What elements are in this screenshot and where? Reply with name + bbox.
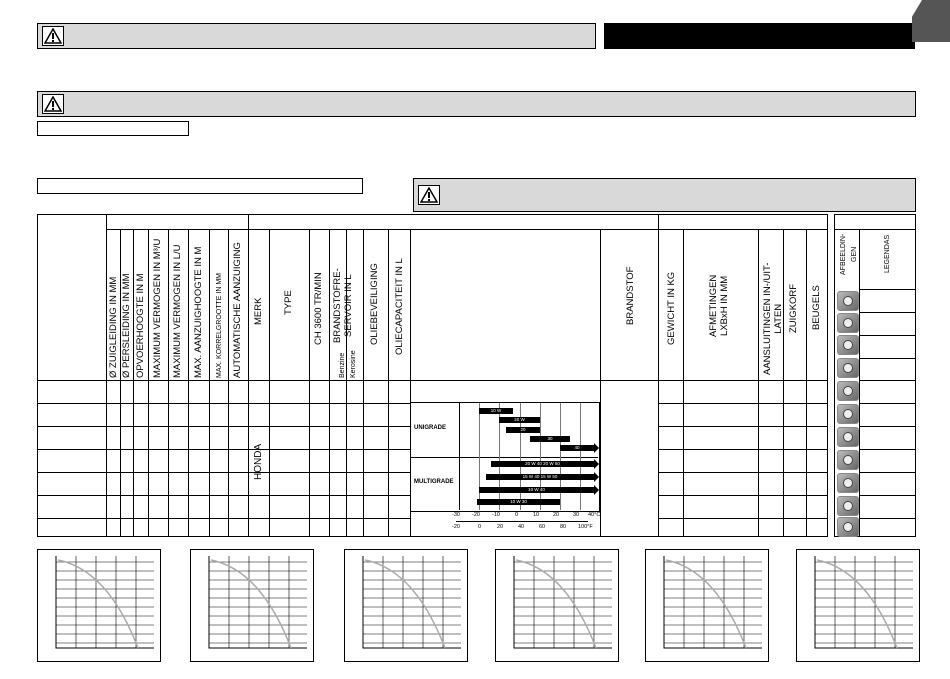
tap-icon	[837, 381, 859, 401]
warning-triangle-icon	[42, 26, 64, 46]
oil-bar-40: 40	[560, 445, 594, 451]
oil-bar-10w: 10 W	[479, 408, 513, 414]
legend-panel	[834, 214, 916, 537]
arrow-icon	[837, 473, 859, 493]
pump-image-2-icon	[837, 313, 859, 333]
hose-icon	[837, 517, 859, 537]
header-dimensions: AFMETINGEN LXBxH IN MM	[708, 274, 730, 337]
header-max-grain: MAX. KORRELGROOTTE IN MM	[216, 272, 223, 378]
subtitle-box	[37, 121, 189, 136]
header-fuel-tank: BRANDSTOFRE- SERVOIR IN L	[332, 268, 354, 343]
oil-chart-celsius-scale: -30 -20 -10 0 10 20 30 40°C	[452, 512, 601, 518]
performance-graph-6	[796, 549, 920, 662]
warning-triangle-icon	[418, 185, 440, 205]
performance-graph-4	[495, 549, 619, 662]
fuel-icon	[837, 335, 859, 355]
header-weight: GEWICHT IN KG	[666, 271, 677, 345]
performance-graph-3	[344, 549, 468, 662]
header-speed: CH 3600 TR/MIN	[313, 272, 324, 345]
header-fuel-sub-benzine: Benzine	[339, 352, 346, 378]
header-brand: MERK	[253, 297, 264, 325]
oil-chart-fahrenheit-scale: -20 0 20 40 60 80 100°F	[452, 524, 593, 530]
section-label-box	[37, 178, 363, 194]
brand-honda: HONDA	[253, 443, 264, 480]
header-oil-protection: OLIEBEVEILIGING	[369, 263, 380, 345]
warning-bar-top	[37, 23, 596, 49]
header-discharge-diameter: Ø PERSLEIDING IN MM	[121, 273, 132, 378]
header-brackets: BEUGELS	[811, 285, 822, 330]
header-connections: AANSLUITINGEN IN-/UIT- LATEN	[762, 262, 784, 375]
oil-bar-20: 20	[506, 427, 540, 433]
wheel-icon	[837, 450, 859, 470]
oil-bar-30: 30	[530, 436, 570, 442]
header-black-bar	[604, 23, 915, 49]
header-max-capacity-l: MAXIMUM VERMOGEN IN L/U	[172, 244, 183, 378]
header-max-capacity-m3: MAXIMUM VERMOGEN IN M³/U	[152, 238, 163, 378]
legend-images-header: AFBEELDIN- GEN	[840, 233, 858, 275]
oil-bar-10w30: 10 W 30	[477, 499, 560, 505]
oil-bar-20w: 20 W	[499, 417, 540, 423]
oil-icon	[837, 358, 859, 378]
header-oil-capacity: OLIECAPACITEIT IN L	[394, 258, 405, 355]
warning-bar-motor	[413, 178, 916, 212]
gear-icon	[837, 427, 859, 447]
header-fuel-sub-kerosine: Kerosine	[350, 350, 357, 378]
header-auto-priming: AUTOMATISCHE AANZUIGING	[232, 242, 243, 378]
header-type: TYPE	[283, 290, 294, 315]
oil-bar-20w40: 20 W 40 20 W 50	[491, 461, 594, 467]
oil-bar-15w40: 15 W 40 15 W 50	[486, 474, 594, 480]
performance-graph-5	[645, 549, 769, 662]
ring-icon	[837, 404, 859, 424]
header-strainer: ZUIGKORF	[788, 283, 799, 333]
unigrade-label: UNIGRADE	[414, 425, 447, 431]
header-lift-height: OPVOERHOOGTE IN M	[135, 273, 146, 378]
meter-icon	[837, 496, 859, 516]
performance-graph-2	[190, 549, 314, 662]
header-max-suction: MAX. AANZUIGHOOGTE IN M	[193, 246, 204, 378]
warning-bar-main	[37, 91, 916, 117]
header-suction-diameter: Ø ZUIGLEIDING IN MM	[108, 276, 119, 378]
legend-legend-header: LEGENDAS	[884, 234, 891, 273]
pump-image-1-icon	[837, 291, 859, 311]
performance-graph-1	[37, 549, 161, 662]
warning-triangle-icon	[42, 94, 64, 114]
oil-viscosity-chart	[410, 402, 600, 512]
page-corner-tab	[912, 0, 950, 42]
multigrade-label: MULTIGRADE	[414, 479, 454, 485]
header-fuel: BRANDSTOF	[625, 266, 636, 325]
oil-bar-10w40: 10 W 40	[479, 487, 594, 493]
